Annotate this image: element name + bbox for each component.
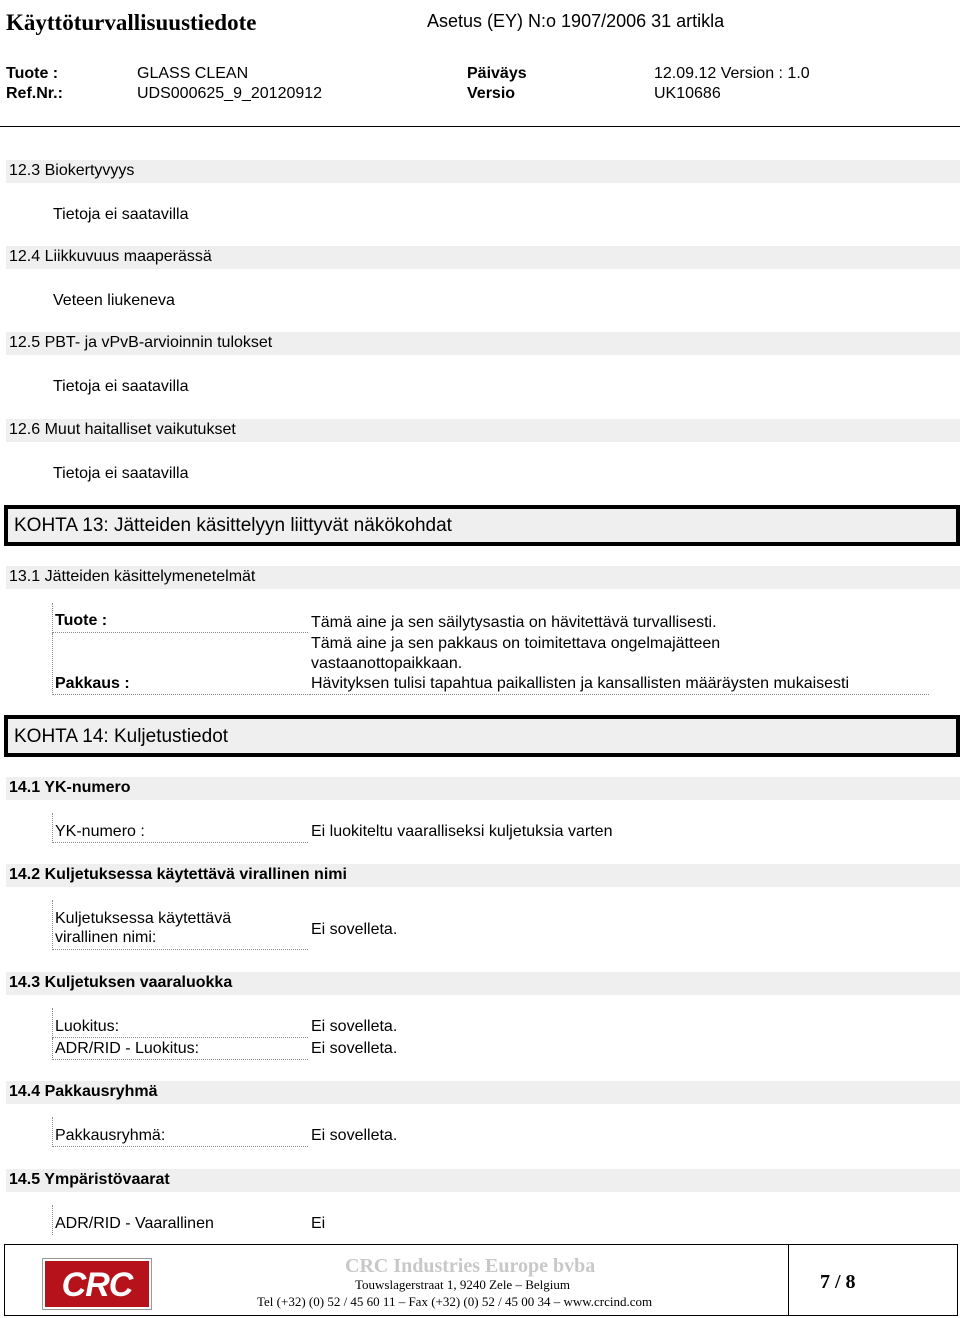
packing-group-label: Pakkausryhmä: [55, 1127, 166, 1144]
disposal-package-value-cell [309, 633, 929, 695]
product-label: Tuote : [6, 65, 59, 82]
ref-value: UDS000625_9_20120912 [137, 85, 323, 102]
disposal-product-value: Tämä aine ja sen säilytysastia on hävitettävä turvallisesti. [311, 614, 717, 631]
shipping-name-label-line1: Kuljetuksessa käytettävä [55, 910, 232, 927]
section-13-title: KOHTA 13: Jätteiden käsittelyyn liittyvät näkökohdat [14, 515, 452, 536]
subsection-title: 12.4 Liikkuvuus maaperässä [9, 248, 212, 265]
class-value: Ei sovelleta. [311, 1018, 398, 1035]
date-label: Päiväys [467, 65, 527, 82]
soil-mobility-text: Veteen liukeneva [53, 292, 175, 309]
subsection-title: 14.1 YK-numero [9, 779, 131, 796]
version-label: Versio [467, 85, 516, 102]
subsection-title: 13.1 Jätteiden käsittelymenetelmät [9, 568, 256, 585]
env-hazard-value: Ei [311, 1215, 326, 1232]
company-contact: Tel (+32) (0) 52 / 45 60 11 – Fax (+32) (0) 52 / 45 00 34 – www.crcind.com [257, 1294, 653, 1309]
regulation-reference: Asetus (EY) N:o 1907/2006 31 artikla [427, 11, 725, 31]
class-value-cell [309, 1008, 929, 1038]
disposal-package-line2: vastaanottopaikkaan. [311, 655, 463, 672]
un-number-label: YK-numero : [55, 823, 145, 840]
disposal-product-label: Tuote : [55, 612, 108, 629]
pbt-text: Tietoja ei saatavilla [53, 378, 189, 395]
section-14-title: KOHTA 14: Kuljetustiedot [14, 726, 229, 747]
subsection-title: 14.2 Kuljetuksessa käytettävä virallinen nimi [9, 866, 347, 883]
env-hazard-key [52, 1205, 308, 1235]
subsection-un-number [6, 777, 960, 800]
subsection-pbt [6, 332, 960, 355]
shipping-name-value-cell [309, 900, 929, 950]
subsection-title: 14.5 Ympäristövaarat [9, 1171, 170, 1188]
disposal-product-key [52, 603, 308, 633]
page-footer [4, 1244, 958, 1316]
adr-class-label: ADR/RID - Luokitus: [55, 1040, 200, 1057]
adr-class-value-cell [309, 1038, 929, 1060]
ref-label: Ref.Nr.: [6, 85, 63, 102]
footer-divider [788, 1245, 789, 1315]
bioaccumulation-text: Tietoja ei saatavilla [53, 206, 189, 223]
subsection-disposal-methods [6, 566, 960, 589]
version-value: UK10686 [654, 85, 721, 102]
subsection-other-effects [6, 419, 960, 442]
subsection-hazard-class [6, 972, 960, 995]
subsection-title: 12.6 Muut haitalliset vaikutukset [9, 421, 236, 438]
class-key [52, 1008, 308, 1038]
section-13-heading [4, 505, 960, 546]
shipping-name-label-line2: virallinen nimi: [55, 929, 157, 946]
product-value: GLASS CLEAN [137, 65, 249, 82]
subsection-soil-mobility [6, 246, 960, 269]
logo-text: CRC [61, 1266, 133, 1304]
crc-logo [43, 1259, 151, 1309]
subsection-title: 14.3 Kuljetuksen vaaraluokka [9, 974, 233, 991]
document-title: Käyttöturvallisuustiedote [6, 10, 257, 35]
un-number-key [52, 813, 308, 843]
un-number-value: Ei luokiteltu vaaralliseksi kuljetuksia varten [311, 823, 613, 840]
packing-group-key [52, 1117, 308, 1147]
subsection-environmental-hazards [6, 1169, 960, 1192]
class-label: Luokitus: [55, 1018, 120, 1035]
company-name: CRC Industries Europe bvba [345, 1255, 596, 1277]
un-number-value-cell [309, 813, 929, 843]
disposal-package-label: Pakkaus : [55, 675, 130, 692]
other-effects-text: Tietoja ei saatavilla [53, 465, 189, 482]
subsection-shipping-name [6, 864, 960, 887]
adr-class-key [52, 1038, 308, 1060]
page-number: 7 / 8 [820, 1271, 856, 1293]
disposal-product-value-cell [309, 603, 929, 633]
header-divider [0, 126, 960, 127]
section-14-heading [4, 715, 960, 757]
adr-class-value: Ei sovelleta. [311, 1040, 398, 1057]
company-address: Touwslagerstraat 1, 9240 Zele – Belgium [355, 1277, 570, 1292]
subsection-title: 12.3 Biokertyvyys [9, 162, 135, 179]
subsection-bioaccumulation [6, 160, 960, 183]
packing-group-value: Ei sovelleta. [311, 1127, 398, 1144]
subsection-title: 14.4 Pakkausryhmä [9, 1083, 158, 1100]
date-value: 12.09.12 Version : 1.0 [654, 65, 810, 82]
env-hazard-value-cell [309, 1205, 929, 1235]
packing-group-value-cell [309, 1117, 929, 1147]
disposal-package-key [52, 633, 308, 695]
shipping-name-key [52, 900, 308, 950]
subsection-packing-group [6, 1081, 960, 1104]
disposal-package-line3: Hävityksen tulisi tapahtua paikallisten ja kansallisten määräysten mukaisesti [311, 675, 850, 692]
shipping-name-value: Ei sovelleta. [311, 921, 398, 938]
subsection-title: 12.5 PBT- ja vPvB-arvioinnin tulokset [9, 334, 273, 351]
disposal-package-line1: Tämä aine ja sen pakkaus on toimitettava ongelmajätteen [311, 635, 721, 652]
env-hazard-label: ADR/RID - Vaarallinen [55, 1215, 214, 1232]
